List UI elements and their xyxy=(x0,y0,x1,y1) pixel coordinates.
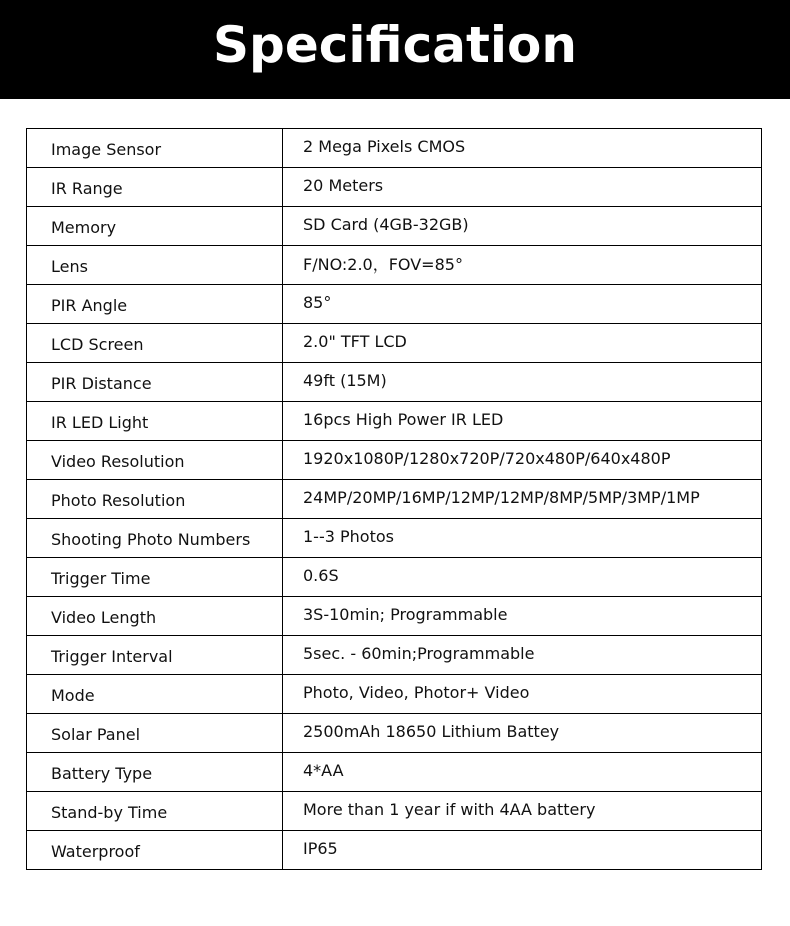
spec-value: SD Card (4GB-32GB) xyxy=(303,214,469,234)
header-banner xyxy=(0,0,790,99)
spec-label: Battery Type xyxy=(51,763,153,783)
table-row xyxy=(27,753,762,792)
spec-label: Photo Resolution xyxy=(51,490,186,510)
spec-value: More than 1 year if with 4AA battery xyxy=(303,799,596,819)
spec-value: IP65 xyxy=(303,838,338,858)
spec-value: 4*AA xyxy=(303,760,344,780)
spec-value-cell xyxy=(283,480,762,519)
spec-value-cell xyxy=(283,558,762,597)
spec-value: Photo, Video, Photor+ Video xyxy=(303,682,530,702)
spec-label-cell xyxy=(27,558,283,597)
spec-value: 20 Meters xyxy=(303,175,384,195)
spec-value-cell xyxy=(283,363,762,402)
spec-label-cell xyxy=(27,246,283,285)
table-row xyxy=(27,636,762,675)
spec-label-cell xyxy=(27,714,283,753)
table-row xyxy=(27,363,762,402)
spec-label: Trigger Interval xyxy=(51,646,173,666)
spec-table-body xyxy=(27,129,762,870)
spec-label-cell xyxy=(27,168,283,207)
spec-label-cell xyxy=(27,207,283,246)
spec-table xyxy=(26,128,762,870)
spec-label-cell xyxy=(27,480,283,519)
spec-label: Memory xyxy=(51,217,117,237)
spec-label: Lens xyxy=(51,256,88,276)
spec-label-cell xyxy=(27,597,283,636)
spec-value-cell xyxy=(283,207,762,246)
spec-value-cell xyxy=(283,324,762,363)
spec-label-cell xyxy=(27,636,283,675)
spec-value-cell xyxy=(283,402,762,441)
spec-value: 1920x1080P/1280x720P/720x480P/640x480P xyxy=(303,448,671,468)
spec-label-cell xyxy=(27,402,283,441)
spec-value: F/NO:2.0，FOV=85° xyxy=(303,254,463,274)
spec-value: 16pcs High Power IR LED xyxy=(303,409,504,429)
spec-label-cell xyxy=(27,519,283,558)
table-row xyxy=(27,129,762,168)
table-row xyxy=(27,519,762,558)
spec-value: 24MP/20MP/16MP/12MP/12MP/8MP/5MP/3MP/1MP xyxy=(303,487,700,507)
spec-label-cell xyxy=(27,324,283,363)
spec-value: 5sec. - 60min;Programmable xyxy=(303,643,535,663)
spec-label-cell xyxy=(27,675,283,714)
spec-value-cell xyxy=(283,714,762,753)
table-row xyxy=(27,597,762,636)
spec-value-cell xyxy=(283,246,762,285)
spec-label-cell xyxy=(27,753,283,792)
spec-value-cell xyxy=(283,753,762,792)
spec-value-cell xyxy=(283,597,762,636)
spec-value: 2.0" TFT LCD xyxy=(303,331,407,351)
table-row xyxy=(27,246,762,285)
spec-label: Video Resolution xyxy=(51,451,185,471)
table-row xyxy=(27,324,762,363)
spec-label-cell xyxy=(27,441,283,480)
spec-label: Trigger Time xyxy=(51,568,151,588)
spec-label: LCD Screen xyxy=(51,334,144,354)
table-row xyxy=(27,831,762,870)
spec-label: PIR Angle xyxy=(51,295,128,315)
spec-value-cell xyxy=(283,285,762,324)
spec-value-cell xyxy=(283,636,762,675)
spec-value-cell xyxy=(283,792,762,831)
spec-value: 3S-10min; Programmable xyxy=(303,604,508,624)
spec-value: 2500mAh 18650 Lithium Battey xyxy=(303,721,560,741)
table-row xyxy=(27,675,762,714)
spec-label: Video Length xyxy=(51,607,157,627)
spec-label: IR Range xyxy=(51,178,123,198)
spec-label: Solar Panel xyxy=(51,724,141,744)
page-title: Specification xyxy=(213,15,577,74)
table-row xyxy=(27,285,762,324)
table-row xyxy=(27,714,762,753)
spec-value: 49ft (15M) xyxy=(303,370,387,390)
spec-value-cell xyxy=(283,831,762,870)
table-row xyxy=(27,792,762,831)
table-row xyxy=(27,168,762,207)
spec-label: PIR Distance xyxy=(51,373,152,393)
spec-label-cell xyxy=(27,363,283,402)
spec-label: Image Sensor xyxy=(51,139,162,159)
spec-value-cell xyxy=(283,441,762,480)
table-row xyxy=(27,207,762,246)
spec-label: Waterproof xyxy=(51,841,140,861)
spec-label-cell xyxy=(27,285,283,324)
spec-value-cell xyxy=(283,168,762,207)
spec-value: 1--3 Photos xyxy=(303,526,394,546)
spec-value: 0.6S xyxy=(303,565,339,585)
spec-label: Mode xyxy=(51,685,95,705)
table-row xyxy=(27,480,762,519)
spec-value: 2 Mega Pixels CMOS xyxy=(303,136,466,156)
table-row xyxy=(27,441,762,480)
spec-value-cell xyxy=(283,519,762,558)
spec-label: IR LED Light xyxy=(51,412,149,432)
spec-value: 85° xyxy=(303,292,332,312)
spec-label-cell xyxy=(27,129,283,168)
table-row xyxy=(27,402,762,441)
spec-label-cell xyxy=(27,792,283,831)
spec-value-cell xyxy=(283,675,762,714)
spec-label: Shooting Photo Numbers xyxy=(51,529,251,549)
table-row xyxy=(27,558,762,597)
spec-label-cell xyxy=(27,831,283,870)
spec-label: Stand-by Time xyxy=(51,802,168,822)
spec-value-cell xyxy=(283,129,762,168)
